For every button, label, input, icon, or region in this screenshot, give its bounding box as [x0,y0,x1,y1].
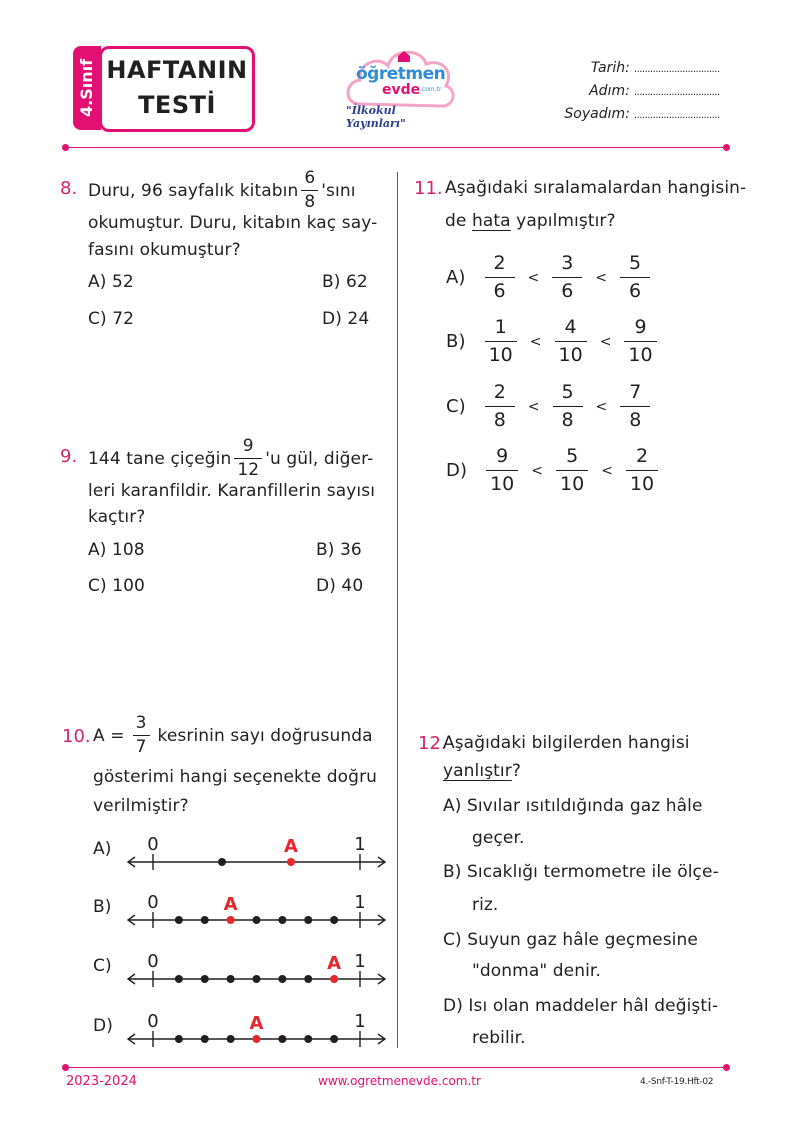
point [218,858,226,866]
logo-domain: .com.tr [420,86,442,93]
q10-option-label: D) [93,1016,113,1036]
q8-option-a[interactable]: A) 52 [88,272,134,292]
q9-fraction [234,438,262,479]
q11-option-label: C) [446,396,466,418]
q11-option-d[interactable] [446,447,661,494]
q9-option-a[interactable]: A) 108 [88,540,145,560]
numerator: 3 [561,252,574,274]
numerator: 5 [561,381,574,403]
label-zero: 0 [147,835,159,855]
fraction [555,318,587,365]
header-fields [520,60,720,129]
fraction [486,447,518,494]
q9-text-a: 144 tane çiçeğin [88,448,232,469]
q12-option-a-cont: geçer. [472,828,525,848]
logo-word-1: öğretmen [356,64,446,84]
q8-line-1 [88,170,356,211]
less-than-sign: < [601,462,613,479]
point-a [287,858,295,866]
less-than-sign: < [599,333,612,350]
q10-number-line [0,893,397,943]
q10-option-a[interactable] [0,835,397,885]
q12-option-c-cont: "donma" denir. [472,961,601,981]
fraction [620,383,650,430]
title-line-1: HAFTANIN [106,56,248,84]
q10-number: 10. [62,726,91,747]
numerator: 2 [493,252,506,274]
q10-text-b: kesrinin sayı doğrusunda [157,725,373,746]
denominator: 10 [488,344,513,367]
q11-line-2-pre: de [445,211,467,231]
point [201,975,209,983]
q11-line-2 [445,211,616,231]
point [304,975,312,983]
q10-text-a: A = [93,725,125,746]
q11-line-2-underlined: hata [471,211,511,231]
name-blank[interactable]: ................................ [634,87,720,98]
q9-text-b: 'u gül, diğer- [265,448,374,469]
numerator: 4 [564,316,577,338]
point [201,1035,209,1043]
q9-number: 9. [60,446,78,467]
q9-option-d[interactable]: D) 40 [316,576,364,596]
point [330,916,338,924]
q11-line-1: Aşağıdaki sıralamalardan hangisin- [445,178,747,198]
footer-divider [66,1067,726,1068]
denominator: 8 [629,409,642,432]
point [175,975,183,983]
fraction [485,318,517,365]
point [304,916,312,924]
logo-tagline: "İlkokul Yayınları" [346,104,406,130]
q12-option-d-cont: rebilir. [472,1028,526,1048]
point-a [330,975,338,983]
denominator: 10 [560,473,585,496]
q11-number: 11. [414,178,443,199]
less-than-sign: < [527,398,540,415]
fraction [626,447,658,494]
label-a: A [284,836,298,857]
numerator: 9 [634,316,647,338]
point [227,975,235,983]
q8-option-b[interactable]: B) 62 [322,272,368,292]
field-name [520,83,720,106]
label-zero: 0 [147,952,159,972]
q9-option-c[interactable]: C) 100 [88,576,145,596]
q12-line-2-underlined: yanlıştır [443,761,512,781]
date-label: Tarih: [590,60,630,76]
numerator: 1 [494,316,507,338]
q10-option-d[interactable] [0,1012,397,1062]
fraction [552,254,582,301]
q9-option-b[interactable]: B) 36 [316,540,362,560]
less-than-sign: < [595,269,608,286]
label-one: 1 [354,1012,366,1032]
footer-code: 4.-Snf-T-19.Hft-02 [640,1077,714,1087]
q11-option-label: D) [446,460,468,482]
q10-number-line [0,952,397,1002]
q11-option-label: A) [446,267,466,289]
q12-option-a[interactable]: A) Sıvılar ısıtıldığında gaz hâle [443,796,703,816]
footer-year: 2023-2024 [66,1074,137,1089]
q8-frac-num: 6 [304,168,316,188]
q11-option-a[interactable] [446,254,653,301]
q10-option-label: B) [93,897,112,917]
field-surname [520,106,720,129]
q8-option-d[interactable]: D) 24 [322,309,370,329]
denominator: 6 [493,280,506,303]
less-than-sign: < [527,269,540,286]
q8-text-a: Duru, 96 sayfalık kitabın [88,180,299,201]
q10-option-b[interactable] [0,893,397,943]
denominator: 6 [561,280,574,303]
denominator: 6 [628,280,642,303]
q9-line-1 [88,438,373,479]
q11-option-c[interactable] [446,383,653,430]
q12-line-1: Aşağıdaki bilgilerden hangisi [443,733,690,753]
q8-line-3: fasını okumuştur? [88,240,241,260]
q12-option-c[interactable]: C) Suyun gaz hâle geçmesine [443,930,698,950]
point-a [253,1035,261,1043]
q12-option-b[interactable]: B) Sıcaklığı termometre ile ölçe- [443,862,719,882]
label-zero: 0 [147,1012,159,1032]
point [201,916,209,924]
q10-number-line [0,835,397,885]
point [304,1035,312,1043]
q9-line-2: leri karanfildir. Karanfillerin sayısı [88,481,376,501]
numerator: 5 [628,252,642,274]
footer-divider-dot-left [62,1064,69,1071]
point [253,975,261,983]
q10-line-3: verilmiştir? [93,796,189,816]
fraction [556,447,588,494]
q8-line-2: okumuştur. Duru, kitabın kaç say- [88,213,378,233]
less-than-sign: < [595,398,608,415]
numerator: 9 [496,445,509,467]
denominator: 8 [493,409,506,432]
less-than-sign: < [529,333,542,350]
q9-frac-den: 12 [237,460,260,481]
point-a [227,916,235,924]
denominator: 8 [561,409,574,432]
column-divider [397,172,398,1048]
numerator: 7 [629,381,642,403]
point [330,1035,338,1043]
footer-url[interactable]: www.ogretmenevde.com.tr [318,1074,481,1088]
logo-word-2: evde [382,82,421,98]
title-line-2: TESTİ [138,91,216,119]
logo [342,42,458,132]
q12-option-d[interactable]: D) Isı olan maddeler hâl değişti- [443,996,719,1016]
header-divider-dot-left [62,144,69,151]
q8-fraction [301,170,318,211]
q12-line-2-post: ? [511,761,521,781]
q8-option-c[interactable]: C) 72 [88,309,135,329]
numerator: 2 [635,445,649,467]
footer-divider-dot-right [723,1064,730,1071]
q11-line-2-post: yapılmıştır? [516,211,616,231]
q10-fraction [133,715,150,756]
numerator: 5 [566,445,579,467]
denominator: 10 [629,473,655,496]
label-a: A [223,894,238,915]
q8-number: 8. [60,178,78,199]
point [175,916,183,924]
q9-frac-num: 9 [242,436,254,456]
fraction [485,383,515,430]
q10-option-label: C) [93,956,112,976]
q11-option-b[interactable] [446,318,660,365]
q12-option-b-cont: riz. [472,895,499,915]
field-date [520,60,720,83]
q12-number: 12. [418,733,447,754]
fraction [485,254,515,301]
denominator: 10 [628,344,653,367]
q11-option-label: B) [446,331,466,353]
point [253,916,261,924]
q10-option-label: A) [93,839,112,859]
q10-frac-den: 7 [135,737,147,758]
numerator: 2 [493,381,506,403]
q10-frac-num: 3 [135,713,147,733]
q12-line-2 [443,761,521,781]
denominator: 10 [558,344,583,367]
name-label: Adım: [589,83,630,99]
label-a: A [249,1013,264,1034]
header-divider-dot-right [723,144,730,151]
point [278,975,286,983]
q10-line-1 [93,715,373,756]
fraction [620,254,650,301]
label-one: 1 [354,893,366,913]
less-than-sign: < [531,462,544,479]
label-one: 1 [354,835,366,855]
grade-tab-label: 4.Sınıf [77,58,96,118]
label-one: 1 [354,952,366,972]
point [227,1035,235,1043]
label-a: A [327,953,342,974]
q8-frac-den: 8 [304,192,316,213]
q9-line-3: kaçtır? [88,507,146,527]
q8-text-b: 'sını [321,180,356,201]
point [278,1035,286,1043]
q10-option-c[interactable] [0,952,397,1002]
point [175,1035,183,1043]
q10-number-line [0,1012,397,1062]
point [278,916,286,924]
surname-label: Soyadım: [564,106,630,122]
fraction [553,383,583,430]
header-divider [66,147,726,148]
fraction [624,318,656,365]
date-blank[interactable]: ................................ [634,64,720,75]
label-zero: 0 [147,893,159,913]
surname-blank[interactable]: ................................ [634,110,720,121]
q10-line-2: gösterimi hangi seçenekte doğru [93,767,378,787]
denominator: 10 [490,473,515,496]
